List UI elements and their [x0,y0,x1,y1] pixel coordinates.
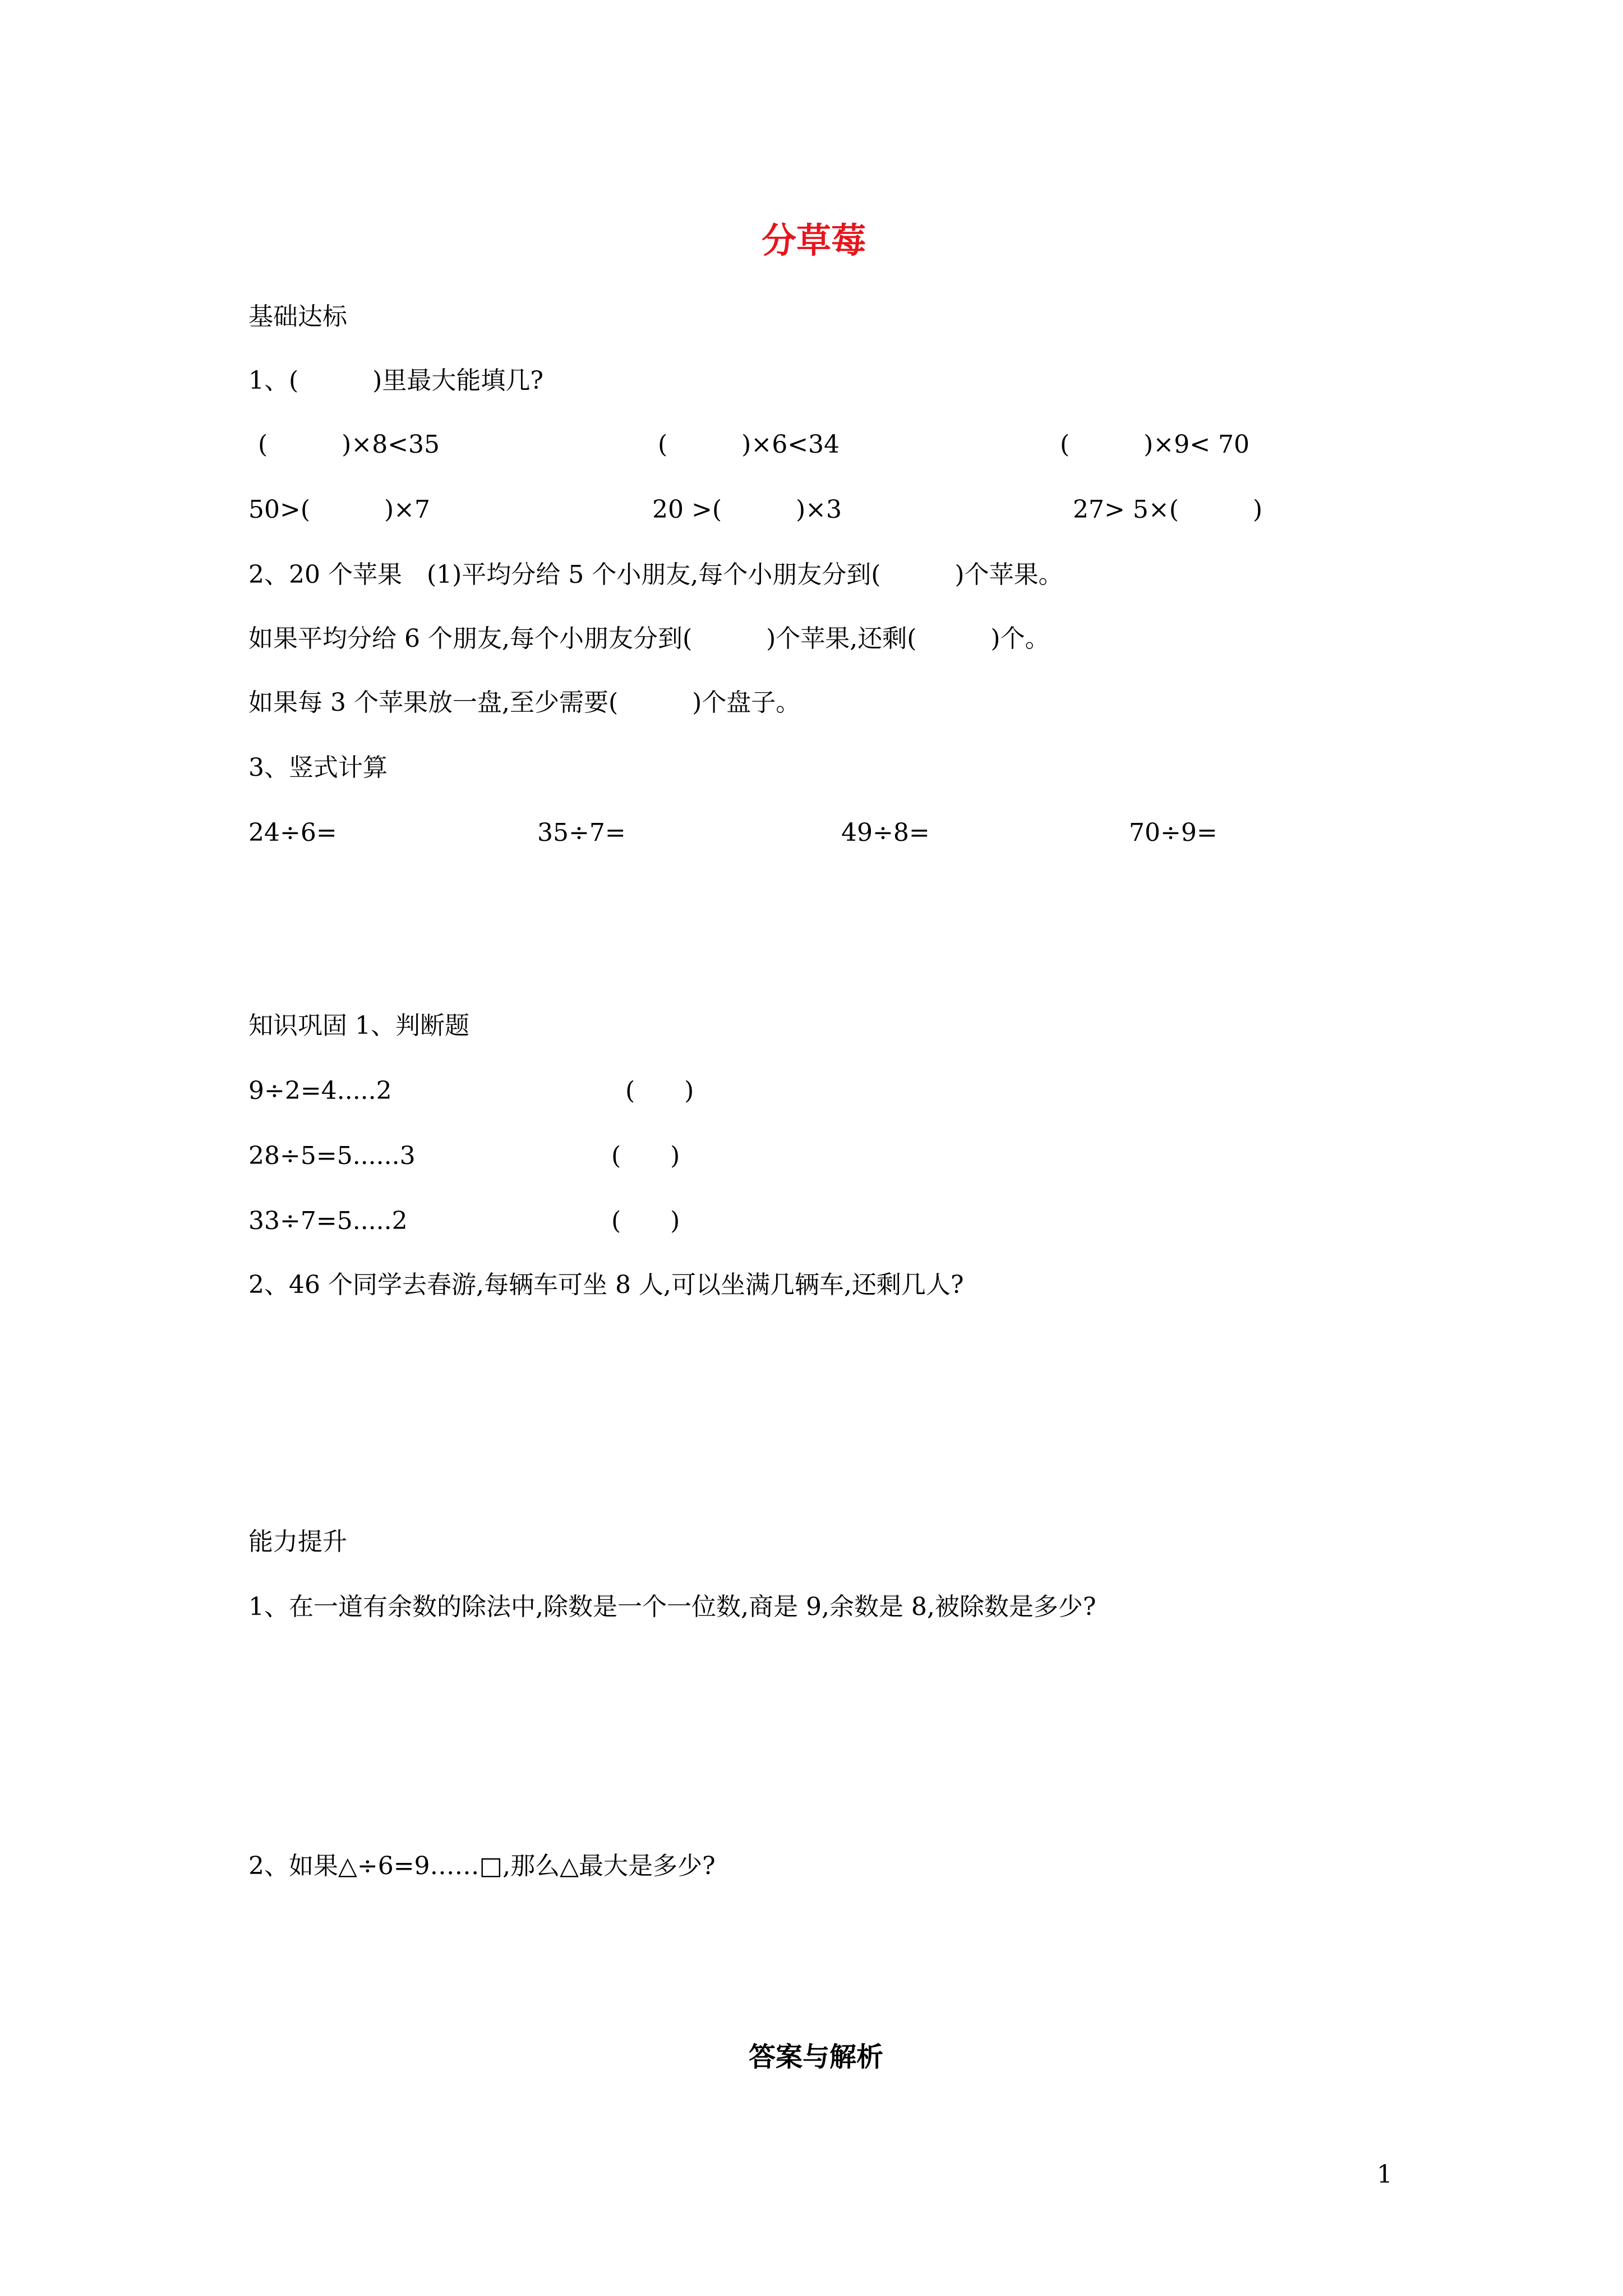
question-2-line: 如果每 3 个苹果放一盘,至少需要( )个盘子。 [248,688,801,717]
section-heading-consolidation: 知识巩固 1、判断题 [248,1011,469,1040]
page-title: 分草莓 [762,220,866,261]
answers-heading: 答案与解析 [749,2041,884,2073]
judge-blank: ( ) [611,1207,680,1235]
section-heading-basic: 基础达标 [248,302,347,331]
question-2-line: 如果平均分给 6 个朋友,每个小朋友分到( )个苹果,还剩( )个。 [248,624,1050,653]
judge-blank: ( ) [625,1076,694,1105]
calc-item: 35÷7= [537,818,626,847]
ability-question-2: 2、如果△÷6=9……□,那么△最大是多少? [248,1852,716,1880]
q1-item: 27> 5×( ) [1073,495,1263,524]
q1-item: ( )×9< 70 [1060,430,1250,459]
calc-item: 70÷9= [1129,818,1218,847]
judge-expression: 28÷5=5......3 [248,1142,416,1170]
q1-item: ( )×8<35 [258,430,440,459]
judge-expression: 9÷2=4.....2 [248,1076,392,1105]
calc-item: 24÷6= [248,818,337,847]
question-1-stem: 1、( )里最大能填几? [248,366,543,395]
q1-item: ( )×6<34 [658,430,840,459]
judge-expression: 33÷7=5.....2 [248,1207,408,1235]
q1-item: 50>( )×7 [248,495,431,524]
judge-blank: ( ) [611,1142,680,1170]
q1-item: 20 >( )×3 [652,495,842,524]
section-heading-ability: 能力提升 [248,1527,347,1556]
question-2-line: 2、20 个苹果 (1)平均分给 5 个小朋友,每个小朋友分到( )个苹果。 [248,560,1063,589]
word-problem: 2、46 个同学去春游,每辆车可坐 8 人,可以坐满几辆车,还剩几人? [248,1271,964,1299]
calc-item: 49÷8= [841,818,930,847]
page-number: 1 [1377,2160,1393,2189]
ability-question-1: 1、在一道有余数的除法中,除数是一个一位数,商是 9,余数是 8,被除数是多少? [248,1593,1096,1621]
question-3-stem: 3、竖式计算 [248,753,388,782]
